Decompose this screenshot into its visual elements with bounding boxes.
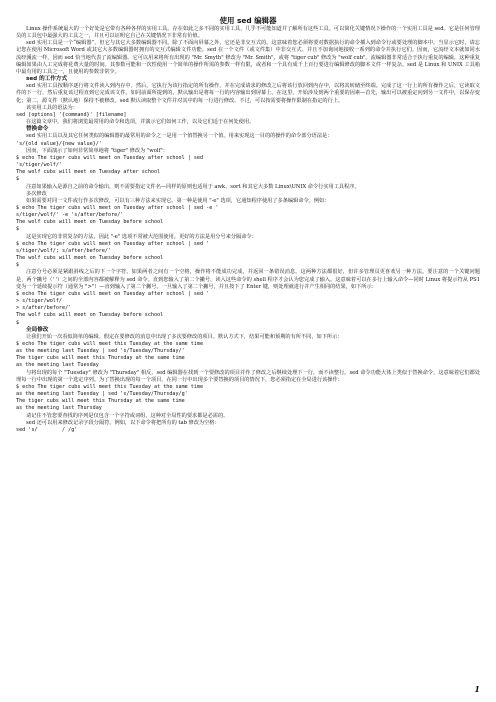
paragraph: 与将出现的每个 "Tuesday" 修改为 "Thursday" 相反，sed 编辑器在找到一个要修改的项目并作了修改之后继续处理下一行，而不读整行。sed 命令功能大体上类似于替换命令，这意味着它们都处理每一行中出现的第一个选定序列。为了替换出现的每一个项目，在同一行中出现多个要替换的项目的情况下，您必须指定在全局进行该操作： [16, 369, 480, 383]
code-block: $ echo The tiger cubs will meet on Tuesday after school | sed ' s/tiger/wolf/; s/after/before/' The wolf cubs will meet on Tuesday before school $ [16, 240, 210, 269]
paragraph: sed 实用工具按顺序逐行将文件读入到内存中。然后，它执行为该行指定的所有操作，并在完成请求的修改之后将该行放回到内存中，以将其转储至终端。完成了这一行上的所有操作之后，它读取文件的下一行，然后重复该过程直到它完成该文件。如同前面所提到的，默认输出是将每一行的内容输出到屏幕上。在这里，开始涉及到两个重要的因素—首先，输出可以被重定向到另一文件中，以保存变化；第二，源文件（默认地）保持不被修改。sed 默认读取整个文件并对其中的每一行进行修改。不过，可以按需要将操作限制在指定的行上。 [16, 83, 480, 104]
paragraph: 在这篇文章中，我们将浏览最常用的命令和选项，并演示它们如何工作，以及它们适于在何处使用。 [26, 119, 255, 126]
paragraph: sed 还可以用来修改记录字段分隔符。例如，以下命令将把所有的 tab 修改为空格： [26, 419, 220, 426]
paragraph: 多次修改 [26, 190, 47, 197]
paragraph: 如果需要对同一文件或行作多次修改，可以有三种方法来实现它。第一种是使用 "-e" 选项，它通知程序使用了多条编辑命令。例如： [26, 197, 330, 204]
code-block: $ echo The tiger cubs will meet this Tuesday at the same time as the meeting last Tuesday | sed 's/Tuesday/Thursday/g' The tiger cubs will meet this Thursday at the same time as the meeting last Thursday [16, 383, 204, 412]
paragraph: 这是实现它的非常复杂的方法，因此 "-e" 选项不常被大范围使用。更好的方法是用分号来分隔命令： [26, 233, 257, 240]
paragraph: sed 实用工具以及其它任何类似的编辑器的最常用的命令之一是用一个值替换另一个值。用来实现这一目的的操作的命令部分语法是： [26, 133, 333, 140]
section-heading: 全局修改 [26, 326, 49, 333]
paragraph: 因而，下面演示了如何非常简单地将 "tiger" 修改为 "wolf"： [26, 147, 168, 154]
page-title: 使用 sed 编辑器 [219, 16, 277, 25]
paragraph: 请记住不管您要查找的序列是仅包含一个字符或词组，这种对全局性的要求都是必需的。 [26, 412, 229, 419]
document-body [16, 26, 480, 434]
code-block: $ echo The tiger cubs will meet on Tuesday after school | sed -e ' s/tiger/wolf/' -e 's/after/before/' The wolf cubs will meet on Tuesday before school $ [16, 205, 219, 233]
code-block: 's/{old value}/{new value}/' [16, 140, 102, 147]
code-block: $ echo The tiger cubs will meet on Tuesday after school | sed ' > s/tiger/wolf/ > s/after/before/' The wolf cubs will meet on Tuesday before school $ [16, 290, 210, 326]
paragraph: sed 实用工具是一个“编辑器”，但它与其它大多数编辑器不同。除了不面向屏幕之外，它还是非交互式的。这意味着您必须将要对数据执行的命令插入到命令行或要处理的脚本中。当显示它时，请忘记您在使用 Microsoft Word 或其它大多数编辑器时拥有的交互式编辑文件功能。sed 在一个文件（或文件集）中非交互式、并且不加询问地接收一系列的命令并执行它们。因而，它流经文本就如同水流经溪流一样，因而 sed 恰当地代表了流编辑器。它可以用来将所有出现的 "Mr. Smyth" 修改为 "Mr. Smith"，或将 "tiger cub" 修改为 "wolf cub"。流编辑器非常适合于执行重复的编辑，这种重复编辑如果由人工完成将花费大量的时间。其参数可能和一次性使用一个简单的操作所需的参数一样有限，或者和一个具有成千上百行要进行编辑修改的脚本文件一样复杂。sed 是 Linux 和 UNIX 工具箱中最有用的工具之一，且使用的参数非常少。 [16, 40, 480, 75]
code-block: $ echo The tiger cubs will meet on Tuesday after school | sed 's/tiger/wolf/' The wolf cubs will meet on Tuesday after school $ [16, 154, 204, 183]
page-number: 1 [474, 684, 480, 694]
code-block: $ echo The tiger cubs will meet this Tuesday at the same time as the meeting last Tuesday | sed 's/Tuesday/Thursday/' The tiger cubs will meet this Thursday at the same time as the meeting last Tuesday [16, 341, 204, 369]
section-heading: 替换命令 [26, 126, 49, 133]
paragraph: 注意如果输入是源自之前的命令输出，则不需要指定文件名—同样的原则也适用于 awk、sort 和其它大多数 Linux\UNIX 命令行实用工具程序。 [26, 183, 360, 190]
document-page [16, 16, 480, 434]
section-heading: sed 的工作方式 [26, 76, 68, 83]
paragraph: 注意分号必须是紧跟斜线之后的下一个字符。如果两者之间有一个空格，操作将不能成功完成，并返回一条错误消息。这两种方法都很好，但许多管理员更喜欢另一种方法。要注意的一个关键问题是，两个撇号（' '）之间的全部内容都被解释为 sed 命令。直到您输入了第二个撇号，读入这些命令的 shell 程序才会认为您完成了输入。这意味着可以在多行上输入命令—同时 Linux 将提示符从 PS1 变为一个延续提示符（通常为 ">"）—直到输入了第二个撇号。一旦输入了第二个撇号，并且按下了 Enter 键，则处理就进行并产生相同的结果，如下所示： [16, 269, 480, 290]
code-block: sed 's/ / /g' [16, 426, 78, 433]
paragraph: Linux 操作系统最大的一个好处是它带有各种各样的实用工具。存在如此之多不同的实用工具，几乎不可能知道并了解所有这些工具。可以简化关键情况下操作的一个实用工具是 sed。它是任何管理员的工具包中最强大的工具之一，并且可以证明它自己在关键情况下非常有价值。 [16, 26, 480, 40]
paragraph: 让我们开始一次看似简单的编辑。假定在要修改的消息中出现了多次要修改的项目。默认方式下，结果可能和预期的有所不同，如下所示： [26, 333, 343, 340]
code-block: sed [options] '{command}' [filename] [16, 111, 127, 118]
paragraph: 该实用工具的语法为： [26, 104, 78, 111]
